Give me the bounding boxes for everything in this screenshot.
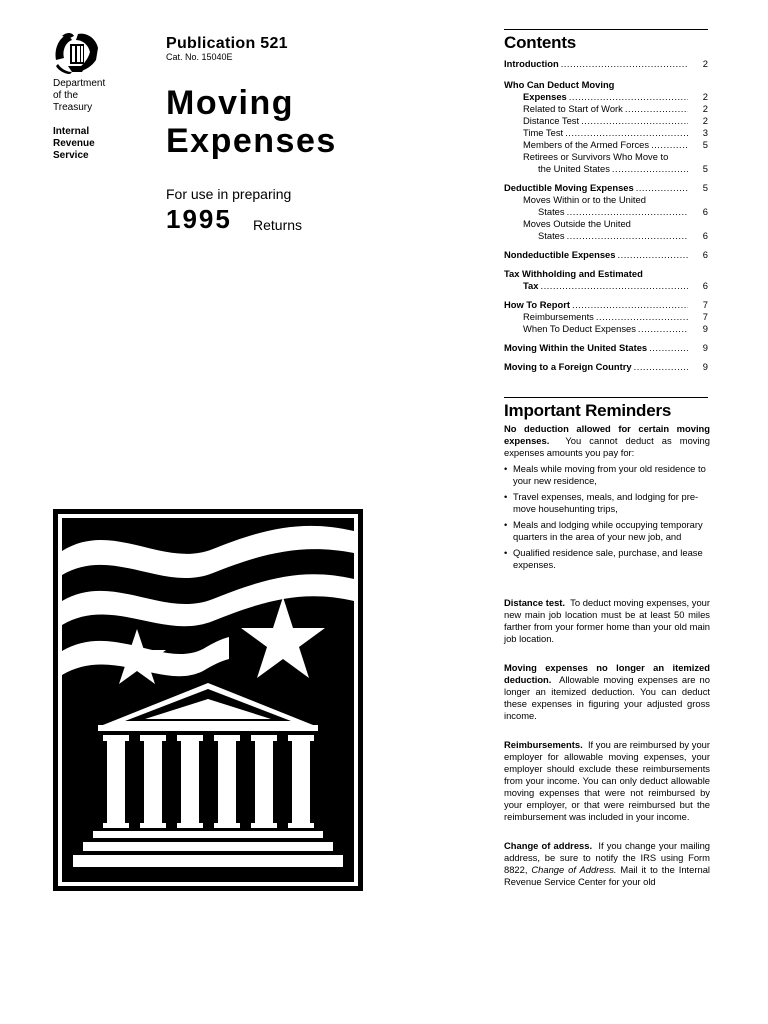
toc-label: Members of the Armed Forces — [523, 139, 650, 150]
toc-page: 3 — [702, 127, 708, 138]
toc-page: 7 — [702, 311, 708, 322]
table-of-contents — [504, 58, 708, 373]
toc-entry-expenses[interactable] — [504, 91, 708, 103]
reminder-itemized-text: Allowable moving expenses are no longer an itemized deduction. You can deduct these expenses in figuring your adjusted gross income. — [504, 674, 710, 721]
toc-entry-reimbursements[interactable] — [504, 311, 708, 323]
toc-label: Reimbursements — [523, 311, 594, 322]
title-line-2: Expenses — [166, 122, 337, 160]
toc-page: 9 — [702, 361, 708, 372]
for-use-text: For use in preparing — [166, 186, 292, 202]
toc-page: 2 — [702, 58, 708, 69]
agency-line-3: Treasury — [53, 102, 93, 113]
toc-entry-retirees[interactable]: Retirees or Survivors Who Move to — [523, 151, 669, 162]
toc-entry-moves-within[interactable]: Moves Within or to the United — [523, 194, 646, 205]
reminder-no-deduction-title: No deduction allowed for certain moving expenses. — [504, 423, 710, 446]
agency-line-1: Department — [53, 78, 106, 89]
toc-label: Moving to a Foreign Country — [504, 361, 632, 372]
internal-revenue-service — [53, 126, 95, 162]
toc-page: 6 — [702, 249, 708, 260]
reminder-no-deduction-text: You cannot deduct as moving expenses amounts you pay for: — [504, 435, 710, 458]
reminder-reimbursements — [504, 739, 710, 823]
toc-entry-tax[interactable] — [504, 280, 708, 292]
toc-entry-armed-forces[interactable] — [504, 139, 708, 151]
returns-text: Returns — [253, 217, 303, 233]
toc-entry-who-can-deduct[interactable]: Who Can Deduct Moving — [504, 79, 615, 90]
reminder-distance-title: Distance test. — [504, 597, 566, 608]
reminder-distance-text: To deduct moving expenses, your new main job location must be at least 50 miles farther from your former home than your old main job location. — [504, 597, 710, 644]
reminders-heading: Important Reminders — [504, 401, 672, 420]
cover-illustration — [53, 509, 363, 891]
toc-label: Nondeductible Expenses — [504, 249, 616, 260]
contents-top-rule — [504, 29, 708, 30]
toc-page: 2 — [702, 91, 708, 102]
list-item: • Meals and lodging while occupying temporary quarters in the area of your new job, and — [504, 519, 710, 543]
reminder-address-text-2: Mail it to the Internal Revenue Service Center for your old — [504, 864, 710, 887]
reminder-reimb-text: If you are reimbursed by your employer for allowable moving expenses, your employer should exclude these reimbursements from your income. You can only deduct allowable moving expenses that were not reimbursed by your employer, or that were reimbursed but the reimbursement was included in your income. — [504, 739, 710, 822]
title-line-1: Moving — [166, 84, 294, 122]
toc-label: the United States — [538, 163, 610, 174]
toc-entry-related-to-start[interactable] — [504, 103, 708, 115]
toc-page: 7 — [702, 299, 708, 310]
reminder-itemized-title: Moving expenses no longer an itemized deduction. — [504, 662, 710, 685]
list-item: • Travel expenses, meals, and lodging for pre-move househunting trips, — [504, 491, 710, 515]
toc-label: Time Test — [523, 127, 564, 138]
reminder-address-title: Change of address. — [504, 840, 593, 851]
toc-entry-introduction[interactable] — [504, 58, 708, 70]
toc-entry-moves-within-states[interactable] — [504, 206, 708, 218]
toc-label: States — [538, 206, 565, 217]
agency-line-2: of the — [53, 90, 79, 101]
reminder-bullet-list — [504, 463, 710, 571]
department-of-treasury — [53, 78, 105, 114]
toc-label: How To Report — [504, 299, 570, 310]
irs-eagle-logo-icon — [52, 30, 100, 74]
form-8822-title: Change of Address. — [531, 864, 617, 875]
reminder-reimb-title: Reimbursements. — [504, 739, 583, 750]
toc-page: 9 — [702, 342, 708, 353]
toc-page: 5 — [702, 182, 708, 193]
contents-heading: Contents — [504, 33, 577, 52]
toc-entry-when-to-deduct[interactable] — [504, 323, 708, 335]
tax-year: 1995 — [166, 204, 232, 234]
toc-entry-deductible[interactable] — [504, 182, 708, 194]
toc-page: 2 — [702, 115, 708, 126]
toc-entry-withholding[interactable]: Tax Withholding and Estimated — [504, 268, 643, 279]
toc-label: Related to Start of Work — [523, 103, 623, 114]
toc-entry-moves-outside-states[interactable] — [504, 230, 708, 242]
document-title — [166, 84, 337, 160]
toc-entry-time-test[interactable] — [504, 127, 708, 139]
toc-label: Moving Within the United States — [504, 342, 648, 353]
reminder-no-deduction — [504, 423, 710, 459]
irs-line-3: Service — [53, 150, 89, 161]
toc-label: Tax — [523, 280, 539, 291]
toc-page: 9 — [702, 323, 708, 334]
toc-entry-moving-within-us[interactable] — [504, 342, 708, 354]
toc-entry-moving-foreign[interactable] — [504, 361, 708, 373]
toc-page: 2 — [702, 103, 708, 114]
toc-label: States — [538, 230, 565, 241]
reminder-change-of-address — [504, 840, 710, 888]
toc-entry-distance-test[interactable] — [504, 115, 708, 127]
toc-entry-moves-outside[interactable]: Moves Outside the United — [523, 218, 631, 229]
toc-page: 5 — [702, 163, 708, 174]
reminders-top-rule — [504, 397, 708, 398]
toc-label: When To Deduct Expenses — [523, 323, 636, 334]
toc-entry-united-states[interactable] — [504, 163, 708, 175]
toc-label: Introduction — [504, 58, 559, 69]
reminders-body — [504, 423, 710, 905]
reminder-itemized — [504, 662, 710, 722]
toc-label: Distance Test — [523, 115, 580, 126]
toc-entry-nondeductible[interactable] — [504, 249, 708, 261]
irs-line-1: Internal — [53, 126, 90, 137]
irs-line-2: Revenue — [53, 138, 95, 149]
toc-page: 6 — [702, 206, 708, 217]
reminder-address-text-1: If you change your mailing address, be sure to notify the IRS using Form 8822, — [504, 840, 710, 875]
toc-page: 5 — [702, 139, 708, 150]
toc-page: 6 — [702, 230, 708, 241]
publication-number: Publication 521 — [166, 35, 288, 52]
toc-entry-how-to-report[interactable] — [504, 299, 708, 311]
toc-label: Expenses — [523, 91, 567, 102]
toc-label: Deductible Moving Expenses — [504, 182, 634, 193]
reminder-distance-test — [504, 597, 710, 645]
list-item: • Qualified residence sale, purchase, and lease expenses. — [504, 547, 710, 571]
catalog-number: Cat. No. 15040E — [166, 52, 233, 62]
list-item: • Meals while moving from your old residence to your new residence, — [504, 463, 710, 487]
toc-page: 6 — [702, 280, 708, 291]
building-steps — [73, 831, 343, 867]
